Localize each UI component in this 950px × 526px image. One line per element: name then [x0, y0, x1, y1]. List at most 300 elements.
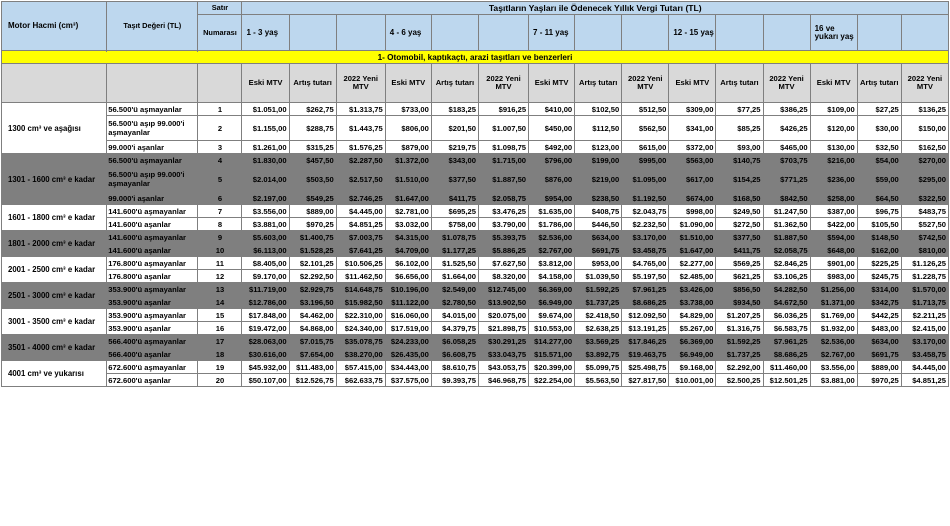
tax-amount-cell: $856,50	[716, 283, 763, 296]
tax-amount-cell: $387,00	[810, 205, 857, 218]
tax-amount-cell: $3.170,00	[622, 231, 669, 244]
tax-amount-cell: $5.099,75	[575, 361, 622, 374]
vehicle-value-cell: 141.600'ü aşmayanlar	[107, 205, 198, 218]
tax-amount-cell: $14.648,75	[336, 283, 385, 296]
tax-amount-cell: $2.549,00	[431, 283, 478, 296]
tax-amount-cell: $225,25	[857, 257, 901, 270]
tax-amount-cell: $13.191,25	[622, 322, 669, 335]
tax-amount-cell: $1.570,00	[901, 283, 948, 296]
row-number-cell: 8	[198, 218, 242, 231]
tax-amount-cell: $6.608,75	[431, 348, 478, 361]
tax-amount-cell: $5.603,00	[242, 231, 289, 244]
tax-amount-cell: $648,00	[810, 244, 857, 257]
tax-amount-cell: $2.781,00	[385, 205, 431, 218]
tax-amount-cell: $1.887,50	[478, 167, 528, 192]
vehicle-value-cell: 56.500'ü aşıp 99.000'i aşmayanlar	[107, 167, 198, 192]
tax-amount-cell: $2.780,50	[431, 296, 478, 309]
tax-amount-cell: $236,00	[810, 167, 857, 192]
tax-amount-cell: $10.196,00	[385, 283, 431, 296]
tax-amount-cell: $10.553,00	[529, 322, 575, 335]
tax-amount-cell: $22.310,00	[336, 309, 385, 322]
tax-amount-cell: $6.102,00	[385, 257, 431, 270]
tax-amount-cell: $10.506,25	[336, 257, 385, 270]
tax-amount-cell: $742,50	[901, 231, 948, 244]
tax-amount-cell: $6.113,00	[242, 244, 289, 257]
vehicle-value-cell: 566.400'ü aşmayanlar	[107, 335, 198, 348]
tax-amount-cell: $136,25	[901, 103, 948, 116]
tax-amount-cell: $995,00	[622, 154, 669, 167]
table-body	[2, 51, 949, 387]
tax-amount-cell: $93,00	[716, 141, 763, 154]
tax-amount-cell: $5.197,50	[622, 270, 669, 283]
tax-amount-cell: $2.101,25	[289, 257, 336, 270]
tax-amount-cell: $3.892,75	[575, 348, 622, 361]
vehicle-value-cell: 141.600'ü aşanlar	[107, 218, 198, 231]
tax-amount-cell: $109,00	[810, 103, 857, 116]
tax-amount-cell: $5.393,75	[478, 231, 528, 244]
table-row	[2, 218, 949, 231]
tax-amount-cell: $140,75	[716, 154, 763, 167]
tax-amount-cell: $6.036,25	[763, 309, 810, 322]
tax-amount-cell: $483,00	[857, 322, 901, 335]
tax-amount-cell: $2.058,75	[478, 192, 528, 205]
tax-amount-cell: $17.519,00	[385, 322, 431, 335]
tax-amount-cell: $1.786,00	[529, 218, 575, 231]
vehicle-value-cell: 176.800'ü aşanlar	[107, 270, 198, 283]
tax-amount-cell: $2.418,50	[575, 309, 622, 322]
row-number-cell: 17	[198, 335, 242, 348]
tax-amount-cell: $54,00	[857, 154, 901, 167]
tax-amount-cell: $1.510,00	[385, 167, 431, 192]
sub-header-eski-mtv: Eski MTV	[529, 64, 575, 103]
row-number-cell: 2	[198, 116, 242, 141]
table-row	[2, 244, 949, 257]
age-group-16-plus: 16 ve yukarı yaş	[810, 15, 857, 51]
tax-amount-cell: $2.500,25	[716, 374, 763, 387]
tax-amount-cell: $22.254,00	[529, 374, 575, 387]
sub-header-artis-tutari: Artış tutarı	[289, 64, 336, 103]
tax-amount-cell: $1.510,00	[669, 231, 716, 244]
sub-blank	[107, 64, 198, 103]
tax-amount-cell: $4.868,00	[289, 322, 336, 335]
tax-amount-cell: $8.610,75	[431, 361, 478, 374]
tax-amount-cell: $691,75	[575, 244, 622, 257]
motor-volume-cell: 1301 - 1600 cm³ e kadar	[2, 154, 107, 205]
tax-amount-cell: $411,75	[431, 192, 478, 205]
table-row	[2, 141, 949, 154]
tax-amount-cell: $901,00	[810, 257, 857, 270]
tax-amount-cell: $322,50	[901, 192, 948, 205]
tax-amount-cell: $2.287,50	[336, 154, 385, 167]
tax-amount-cell: $9.170,00	[242, 270, 289, 283]
tax-amount-cell: $183,25	[431, 103, 478, 116]
tax-amount-cell: $691,75	[857, 348, 901, 361]
tax-amount-cell: $249,50	[716, 205, 763, 218]
tax-amount-cell: $59,00	[857, 167, 901, 192]
tax-amount-cell: $1.095,00	[622, 167, 669, 192]
tax-amount-cell: $998,00	[669, 205, 716, 218]
tax-amount-cell: $2.485,00	[669, 270, 716, 283]
tax-amount-cell: $1.256,00	[810, 283, 857, 296]
motor-volume-cell: 3501 - 4000 cm³ e kadar	[2, 335, 107, 361]
tax-amount-cell: $309,00	[669, 103, 716, 116]
row-number-cell: 19	[198, 361, 242, 374]
tax-amount-cell: $4.015,00	[431, 309, 478, 322]
row-number-header: Numarası	[198, 15, 242, 51]
tax-amount-cell: $13.902,50	[478, 296, 528, 309]
tax-amount-cell: $3.426,00	[669, 283, 716, 296]
tax-amount-cell: $970,25	[289, 218, 336, 231]
tax-amount-cell: $2.415,00	[901, 322, 948, 335]
tax-amount-cell: $457,50	[289, 154, 336, 167]
row-number-cell: 6	[198, 192, 242, 205]
age-blank	[478, 15, 528, 51]
tax-amount-cell: $1.192,50	[622, 192, 669, 205]
tax-amount-cell: $1.525,50	[431, 257, 478, 270]
age-blank	[336, 15, 385, 51]
tax-amount-cell: $130,00	[810, 141, 857, 154]
tax-amount-cell: $3.196,50	[289, 296, 336, 309]
tax-amount-cell: $3.106,25	[763, 270, 810, 283]
tax-amount-cell: $4.709,00	[385, 244, 431, 257]
tax-amount-cell: $806,00	[385, 116, 431, 141]
tax-amount-cell: $19.463,75	[622, 348, 669, 361]
sub-header-yeni-mtv: 2022 Yeni MTV	[478, 64, 528, 103]
tax-amount-cell: $1.313,75	[336, 103, 385, 116]
tax-amount-cell: $549,25	[289, 192, 336, 205]
tax-amount-cell: $1.207,25	[716, 309, 763, 322]
tax-amount-cell: $1.635,00	[529, 205, 575, 218]
tax-amount-cell: $162,50	[901, 141, 948, 154]
tax-amount-cell: $889,00	[857, 361, 901, 374]
tax-amount-cell: $1.528,25	[289, 244, 336, 257]
tax-amount-cell: $7.654,00	[289, 348, 336, 361]
tax-amount-cell: $4.379,75	[431, 322, 478, 335]
tax-amount-cell: $8.320,00	[478, 270, 528, 283]
vehicle-value-cell: 672.600'ü aşanlar	[107, 374, 198, 387]
age-group-7-11: 7 - 11 yaş	[529, 15, 575, 51]
vehicle-value-cell: 672.600'ü aşmayanlar	[107, 361, 198, 374]
motor-volume-cell: 4001 cm³ ve yukarısı	[2, 361, 107, 387]
row-number-cell: 3	[198, 141, 242, 154]
tax-amount-cell: $17.848,00	[242, 309, 289, 322]
table-row	[2, 167, 949, 192]
row-number-cell: 7	[198, 205, 242, 218]
tax-amount-cell: $162,00	[857, 244, 901, 257]
tax-amount-cell: $386,25	[763, 103, 810, 116]
tax-amount-cell: $85,25	[716, 116, 763, 141]
sub-blank	[2, 64, 107, 103]
tax-amount-cell: $3.032,00	[385, 218, 431, 231]
tax-amount-cell: $315,25	[289, 141, 336, 154]
vehicle-value-cell: 99.000'i aşanlar	[107, 141, 198, 154]
tax-amount-cell: $7.627,50	[478, 257, 528, 270]
tax-amount-cell: $411,75	[716, 244, 763, 257]
tax-amount-cell: $4.315,00	[385, 231, 431, 244]
table-row	[2, 231, 949, 244]
tax-amount-cell: $50.107,00	[242, 374, 289, 387]
tax-amount-cell: $5.886,25	[478, 244, 528, 257]
tax-amount-cell: $37.575,00	[385, 374, 431, 387]
vehicle-value-cell: 99.000'i aşanlar	[107, 192, 198, 205]
tax-amount-cell: $64,50	[857, 192, 901, 205]
tax-amount-cell: $954,00	[529, 192, 575, 205]
tax-amount-cell: $11.460,00	[763, 361, 810, 374]
tax-amount-cell: $3.881,00	[242, 218, 289, 231]
tax-amount-cell: $2.043,75	[622, 205, 669, 218]
tax-amount-cell: $4.765,00	[622, 257, 669, 270]
vehicle-value-cell: 176.800'ü aşmayanlar	[107, 257, 198, 270]
tax-amount-cell: $465,00	[763, 141, 810, 154]
motor-volume-cell: 2501 - 3000 cm³ e kadar	[2, 283, 107, 309]
tax-amount-cell: $1.932,00	[810, 322, 857, 335]
tax-amount-cell: $1.664,00	[431, 270, 478, 283]
tax-amount-cell: $3.569,25	[575, 335, 622, 348]
tax-amount-cell: $341,00	[669, 116, 716, 141]
tax-amount-cell: $14.277,00	[529, 335, 575, 348]
tax-amount-cell: $7.641,25	[336, 244, 385, 257]
tax-amount-cell: $15.982,50	[336, 296, 385, 309]
tax-amount-cell: $4.829,00	[669, 309, 716, 322]
tax-amount-cell: $2.517,50	[336, 167, 385, 192]
tax-amount-cell: $2.277,00	[669, 257, 716, 270]
vehicle-value-cell: 141.600'ü aşanlar	[107, 244, 198, 257]
tax-amount-cell: $4.158,00	[529, 270, 575, 283]
main-title: Taşıtların Yaşları ile Ödenecek Yıllık Vergi Tutarı (TL)	[242, 2, 949, 15]
tax-amount-cell: $4.445,00	[901, 361, 948, 374]
category-row	[2, 51, 949, 64]
tax-amount-cell: $19.472,00	[242, 322, 289, 335]
tax-amount-cell: $148,50	[857, 231, 901, 244]
tax-amount-cell: $983,00	[810, 270, 857, 283]
tax-amount-cell: $3.476,25	[478, 205, 528, 218]
tax-amount-cell: $1.126,25	[901, 257, 948, 270]
tax-amount-cell: $1.737,25	[575, 296, 622, 309]
vehicle-value-cell: 141.600'ü aşmayanlar	[107, 231, 198, 244]
tax-amount-cell: $12.786,00	[242, 296, 289, 309]
row-number-cell: 20	[198, 374, 242, 387]
tax-amount-cell: $695,25	[431, 205, 478, 218]
tax-amount-cell: $483,75	[901, 205, 948, 218]
tax-amount-cell: $1.592,25	[575, 283, 622, 296]
tax-amount-cell: $1.769,00	[810, 309, 857, 322]
tax-amount-cell: $10.001,00	[669, 374, 716, 387]
tax-amount-cell: $288,75	[289, 116, 336, 141]
tax-amount-cell: $3.556,00	[242, 205, 289, 218]
table-row	[2, 283, 949, 296]
tax-amount-cell: $238,50	[575, 192, 622, 205]
tax-amount-cell: $3.812,00	[529, 257, 575, 270]
vehicle-value-cell: 353.900'ü aşmayanlar	[107, 309, 198, 322]
tax-amount-cell: $30,00	[857, 116, 901, 141]
tax-amount-cell: $527,50	[901, 218, 948, 231]
sub-header-yeni-mtv: 2022 Yeni MTV	[336, 64, 385, 103]
tax-amount-cell: $11.122,00	[385, 296, 431, 309]
tax-amount-cell: $634,00	[857, 335, 901, 348]
tax-amount-cell: $11.462,50	[336, 270, 385, 283]
tax-amount-cell: $8.405,00	[242, 257, 289, 270]
tax-amount-cell: $11.483,00	[289, 361, 336, 374]
row-number-cell: 18	[198, 348, 242, 361]
tax-amount-cell: $120,00	[810, 116, 857, 141]
tax-amount-cell: $1.039,50	[575, 270, 622, 283]
tax-amount-cell: $876,00	[529, 167, 575, 192]
sub-header-yeni-mtv: 2022 Yeni MTV	[622, 64, 669, 103]
tax-amount-cell: $2.929,75	[289, 283, 336, 296]
tax-amount-cell: $1.647,00	[385, 192, 431, 205]
tax-amount-cell: $733,00	[385, 103, 431, 116]
tax-amount-cell: $512,50	[622, 103, 669, 116]
age-blank	[289, 15, 336, 51]
tax-amount-cell: $123,00	[575, 141, 622, 154]
tax-amount-cell: $1.737,25	[716, 348, 763, 361]
tax-amount-cell: $11.719,00	[242, 283, 289, 296]
tax-amount-cell: $2.211,25	[901, 309, 948, 322]
vehicle-value-cell: 56.500'ü aşıp 99.000'i aşmayanlar	[107, 116, 198, 141]
tax-amount-cell: $879,00	[385, 141, 431, 154]
table-row	[2, 335, 949, 348]
table-row	[2, 361, 949, 374]
sub-header-eski-mtv: Eski MTV	[242, 64, 289, 103]
tax-amount-cell: $219,75	[431, 141, 478, 154]
tax-amount-cell: $446,50	[575, 218, 622, 231]
tax-amount-cell: $934,50	[716, 296, 763, 309]
row-number-cell: 13	[198, 283, 242, 296]
table-row	[2, 348, 949, 361]
tax-amount-cell: $569,25	[716, 257, 763, 270]
row-number-cell: 10	[198, 244, 242, 257]
row-number-cell: 5	[198, 167, 242, 192]
table-row	[2, 116, 949, 141]
tax-amount-cell: $2.746,25	[336, 192, 385, 205]
tax-amount-cell: $617,00	[669, 167, 716, 192]
tax-amount-cell: $38.270,00	[336, 348, 385, 361]
tax-amount-cell: $2.058,75	[763, 244, 810, 257]
motor-volume-cell: 3001 - 3500 cm³ e kadar	[2, 309, 107, 335]
tax-amount-cell: $377,50	[716, 231, 763, 244]
tax-amount-cell: $16.060,00	[385, 309, 431, 322]
tax-amount-cell: $7.003,75	[336, 231, 385, 244]
tax-amount-cell: $1.078,75	[431, 231, 478, 244]
tax-amount-cell: $5.267,00	[669, 322, 716, 335]
vehicle-value-cell: 353.900'ü aşanlar	[107, 296, 198, 309]
table-row	[2, 322, 949, 335]
tax-amount-cell: $3.170,00	[901, 335, 948, 348]
row-number-cell: 15	[198, 309, 242, 322]
tax-amount-cell: $2.638,25	[575, 322, 622, 335]
tax-amount-cell: $3.881,00	[810, 374, 857, 387]
tax-amount-cell: $8.686,25	[622, 296, 669, 309]
row-number-cell: 9	[198, 231, 242, 244]
tax-amount-cell: $1.261,00	[242, 141, 289, 154]
tax-amount-cell: $1.177,25	[431, 244, 478, 257]
tax-amount-cell: $26.435,00	[385, 348, 431, 361]
age-blank	[763, 15, 810, 51]
tax-amount-cell: $25.498,75	[622, 361, 669, 374]
vehicle-value-header: Taşıt Değeri (TL)	[107, 2, 198, 51]
tax-amount-cell: $442,25	[857, 309, 901, 322]
age-group-12-15: 12 - 15 yaş	[669, 15, 716, 51]
age-blank	[622, 15, 669, 51]
tax-amount-cell: $6.949,00	[669, 348, 716, 361]
tax-amount-cell: $2.536,00	[810, 335, 857, 348]
tax-amount-cell: $272,50	[716, 218, 763, 231]
tax-amount-cell: $34.443,00	[385, 361, 431, 374]
tax-amount-cell: $150,00	[901, 116, 948, 141]
tax-amount-cell: $15.571,00	[529, 348, 575, 361]
tax-amount-cell: $3.556,00	[810, 361, 857, 374]
tax-amount-cell: $563,00	[669, 154, 716, 167]
tax-amount-cell: $7.015,75	[289, 335, 336, 348]
tax-amount-cell: $33.043,75	[478, 348, 528, 361]
sub-header-eski-mtv: Eski MTV	[385, 64, 431, 103]
tax-amount-cell: $408,75	[575, 205, 622, 218]
age-group-1-3: 1 - 3 yaş	[242, 15, 289, 51]
age-group-4-6: 4 - 6 yaş	[385, 15, 431, 51]
tax-amount-cell: $1.155,00	[242, 116, 289, 141]
tax-amount-cell: $916,25	[478, 103, 528, 116]
age-blank	[575, 15, 622, 51]
tax-amount-cell: $1.576,25	[336, 141, 385, 154]
tax-amount-cell: $1.371,00	[810, 296, 857, 309]
tax-amount-cell: $1.362,50	[763, 218, 810, 231]
tax-amount-cell: $426,25	[763, 116, 810, 141]
sub-header-row	[2, 64, 949, 103]
tax-amount-cell: $3.458,75	[622, 244, 669, 257]
tax-amount-cell: $216,00	[810, 154, 857, 167]
tax-amount-cell: $2.767,00	[529, 244, 575, 257]
tax-amount-cell: $12.092,50	[622, 309, 669, 322]
tax-amount-cell: $2.232,50	[622, 218, 669, 231]
tax-amount-cell: $1.051,00	[242, 103, 289, 116]
tax-amount-cell: $45.932,00	[242, 361, 289, 374]
tax-amount-cell: $258,00	[810, 192, 857, 205]
tax-amount-cell: $343,00	[431, 154, 478, 167]
tax-amount-cell: $889,00	[289, 205, 336, 218]
mtv-tax-table	[1, 1, 949, 387]
tax-amount-cell: $96,75	[857, 205, 901, 218]
sub-header-yeni-mtv: 2022 Yeni MTV	[901, 64, 948, 103]
tax-amount-cell: $12.501,25	[763, 374, 810, 387]
tax-amount-cell: $810,00	[901, 244, 948, 257]
vehicle-value-cell: 353.900'ü aşanlar	[107, 322, 198, 335]
tax-amount-cell: $6.949,00	[529, 296, 575, 309]
tax-amount-cell: $46.968,75	[478, 374, 528, 387]
tax-amount-cell: $3.458,75	[901, 348, 948, 361]
tax-amount-cell: $20.399,00	[529, 361, 575, 374]
tax-amount-cell: $771,25	[763, 167, 810, 192]
tax-amount-cell: $57.415,00	[336, 361, 385, 374]
tax-amount-cell: $1.715,00	[478, 154, 528, 167]
tax-amount-cell: $377,50	[431, 167, 478, 192]
sub-header-yeni-mtv: 2022 Yeni MTV	[763, 64, 810, 103]
tax-amount-cell: $1.887,50	[763, 231, 810, 244]
tax-amount-cell: $112,50	[575, 116, 622, 141]
tax-amount-cell: $28.063,00	[242, 335, 289, 348]
motor-volume-cell: 1801 - 2000 cm³ e kadar	[2, 231, 107, 257]
vehicle-value-cell: 56.500'ü aşmayanlar	[107, 154, 198, 167]
vehicle-value-cell: 56.500'ü aşmayanlar	[107, 103, 198, 116]
tax-amount-cell: $342,75	[857, 296, 901, 309]
tax-amount-cell: $2.846,25	[763, 257, 810, 270]
tax-amount-cell: $9.168,00	[669, 361, 716, 374]
tax-amount-cell: $154,25	[716, 167, 763, 192]
tax-amount-cell: $1.400,75	[289, 231, 336, 244]
motor-volume-header: Motor Hacmi (cm³)	[2, 2, 107, 51]
tax-amount-cell: $970,25	[857, 374, 901, 387]
tax-amount-cell: $2.536,00	[529, 231, 575, 244]
tax-amount-cell: $1.713,75	[901, 296, 948, 309]
